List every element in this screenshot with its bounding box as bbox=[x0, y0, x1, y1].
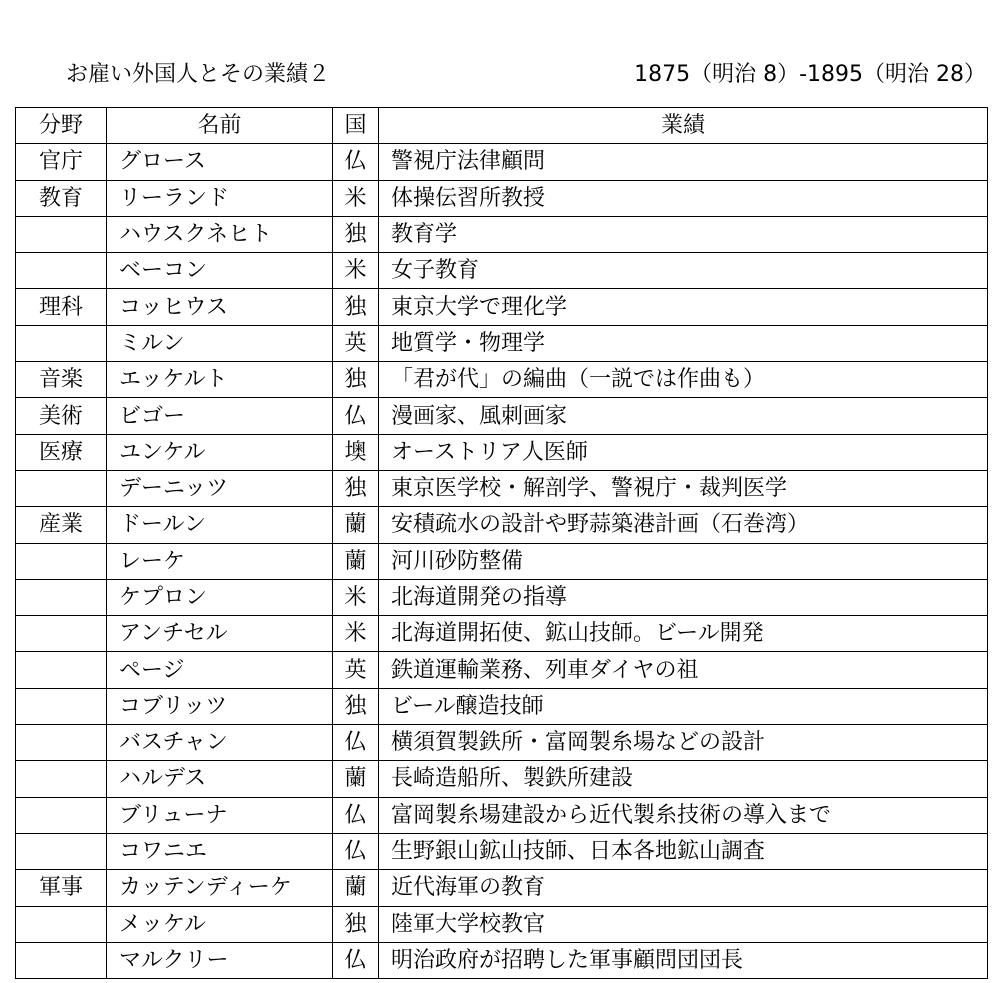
cell-achievement: オーストリア人医師 bbox=[379, 434, 988, 470]
cell-name: アンチセル bbox=[107, 616, 333, 652]
cell-country: 仏 bbox=[333, 797, 379, 833]
header-row bbox=[16, 108, 988, 144]
cell-country: 蘭 bbox=[333, 761, 379, 797]
cell-name: ハルデス bbox=[107, 761, 333, 797]
cell-field bbox=[16, 216, 107, 252]
cell-achievement: 北海道開拓使、鉱山技師。ビール開発 bbox=[379, 616, 988, 652]
cell-name: ケプロン bbox=[107, 579, 333, 615]
cell-field bbox=[16, 325, 107, 361]
cell-achievement: 安積疏水の設計や野蒜築港計画（石巻湾） bbox=[379, 507, 988, 543]
cell-country: 英 bbox=[333, 652, 379, 688]
cell-name: ドールン bbox=[107, 507, 333, 543]
cell-field bbox=[16, 470, 107, 506]
cell-country: 仏 bbox=[333, 942, 379, 978]
cell-name: マルクリー bbox=[107, 942, 333, 978]
table-row bbox=[16, 870, 988, 906]
table-row bbox=[16, 144, 988, 180]
header-country: 国 bbox=[333, 108, 379, 144]
table-row bbox=[16, 797, 988, 833]
cell-name: ハウスクネヒト bbox=[107, 216, 333, 252]
cell-country: 仏 bbox=[333, 144, 379, 180]
cell-country: 墺 bbox=[333, 434, 379, 470]
table-row bbox=[16, 180, 988, 216]
table-row bbox=[16, 942, 988, 978]
cell-achievement: 女子教育 bbox=[379, 253, 988, 289]
cell-achievement: 明治政府が招聘した軍事顧問団団長 bbox=[379, 942, 988, 978]
header-field: 分野 bbox=[16, 108, 107, 144]
cell-achievement: 横須賀製鉄所・富岡製糸場などの設計 bbox=[379, 725, 988, 761]
table-row bbox=[16, 216, 988, 252]
cell-field bbox=[16, 725, 107, 761]
cell-achievement: 地質学・物理学 bbox=[379, 325, 988, 361]
cell-achievement: 生野銀山鉱山技師、日本各地鉱山調査 bbox=[379, 833, 988, 869]
cell-name: ブリューナ bbox=[107, 797, 333, 833]
cell-country: 米 bbox=[333, 616, 379, 652]
cell-name: ミルン bbox=[107, 325, 333, 361]
cell-achievement: 富岡製糸場建設から近代製糸技術の導入まで bbox=[379, 797, 988, 833]
cell-achievement: 陸軍大学校教官 bbox=[379, 906, 988, 942]
document-title: お雇い外国人とその業績２ bbox=[66, 62, 331, 87]
table-row bbox=[16, 761, 988, 797]
cell-country: 蘭 bbox=[333, 543, 379, 579]
table-row bbox=[16, 688, 988, 724]
cell-name: エッケルト bbox=[107, 362, 333, 398]
cell-field bbox=[16, 579, 107, 615]
cell-field: 官庁 bbox=[16, 144, 107, 180]
table-row bbox=[16, 434, 988, 470]
cell-achievement: 近代海軍の教育 bbox=[379, 870, 988, 906]
table-row bbox=[16, 652, 988, 688]
cell-country: 独 bbox=[333, 216, 379, 252]
cell-achievement: 東京医学校・解剖学、警視庁・裁判医学 bbox=[379, 470, 988, 506]
cell-country: 蘭 bbox=[333, 507, 379, 543]
cell-field bbox=[16, 253, 107, 289]
cell-name: リーランド bbox=[107, 180, 333, 216]
table-row bbox=[16, 906, 988, 942]
cell-achievement: 体操伝習所教授 bbox=[379, 180, 988, 216]
cell-field bbox=[16, 761, 107, 797]
document-period: 1875（明治 8）-1895（明治 28） bbox=[634, 62, 986, 87]
cell-field bbox=[16, 543, 107, 579]
cell-name: コッヒウス bbox=[107, 289, 333, 325]
table-row bbox=[16, 325, 988, 361]
cell-field: 教育 bbox=[16, 180, 107, 216]
cell-name: コブリッツ bbox=[107, 688, 333, 724]
table-header bbox=[16, 108, 988, 144]
cell-field: 産業 bbox=[16, 507, 107, 543]
cell-country: 仏 bbox=[333, 398, 379, 434]
cell-name: レーケ bbox=[107, 543, 333, 579]
cell-achievement: 河川砂防整備 bbox=[379, 543, 988, 579]
table-row bbox=[16, 362, 988, 398]
cell-field bbox=[16, 833, 107, 869]
cell-name: メッケル bbox=[107, 906, 333, 942]
cell-field: 理科 bbox=[16, 289, 107, 325]
cell-field: 医療 bbox=[16, 434, 107, 470]
cell-name: ユンケル bbox=[107, 434, 333, 470]
cell-country: 独 bbox=[333, 289, 379, 325]
cell-country: 独 bbox=[333, 362, 379, 398]
cell-achievement: 鉄道運輸業務、列車ダイヤの祖 bbox=[379, 652, 988, 688]
cell-name: ベーコン bbox=[107, 253, 333, 289]
cell-achievement: 教育学 bbox=[379, 216, 988, 252]
table-row bbox=[16, 470, 988, 506]
foreign-advisors-table bbox=[15, 107, 988, 979]
cell-country: 仏 bbox=[333, 833, 379, 869]
table-row bbox=[16, 579, 988, 615]
table-row bbox=[16, 616, 988, 652]
cell-field bbox=[16, 906, 107, 942]
cell-achievement: ビール醸造技師 bbox=[379, 688, 988, 724]
table-row bbox=[16, 253, 988, 289]
cell-field bbox=[16, 797, 107, 833]
cell-achievement: 漫画家、風刺画家 bbox=[379, 398, 988, 434]
cell-field: 音楽 bbox=[16, 362, 107, 398]
cell-achievement: 警視庁法律顧問 bbox=[379, 144, 988, 180]
cell-country: 米 bbox=[333, 253, 379, 289]
table-body bbox=[16, 144, 988, 979]
cell-country: 英 bbox=[333, 325, 379, 361]
table-row bbox=[16, 507, 988, 543]
cell-name: バスチャン bbox=[107, 725, 333, 761]
cell-field bbox=[16, 652, 107, 688]
cell-field bbox=[16, 942, 107, 978]
table-row bbox=[16, 725, 988, 761]
cell-country: 独 bbox=[333, 470, 379, 506]
cell-name: グロース bbox=[107, 144, 333, 180]
cell-field: 美術 bbox=[16, 398, 107, 434]
cell-name: デーニッツ bbox=[107, 470, 333, 506]
header-name: 名前 bbox=[107, 108, 333, 144]
cell-name: コワニエ bbox=[107, 833, 333, 869]
cell-name: カッテンディーケ bbox=[107, 870, 333, 906]
cell-achievement: 北海道開発の指導 bbox=[379, 579, 988, 615]
cell-field: 軍事 bbox=[16, 870, 107, 906]
cell-country: 米 bbox=[333, 180, 379, 216]
table-row bbox=[16, 289, 988, 325]
cell-country: 蘭 bbox=[333, 870, 379, 906]
table-row bbox=[16, 833, 988, 869]
cell-name: ビゴー bbox=[107, 398, 333, 434]
cell-country: 仏 bbox=[333, 725, 379, 761]
header-achievement: 業績 bbox=[379, 108, 988, 144]
cell-field bbox=[16, 688, 107, 724]
cell-country: 米 bbox=[333, 579, 379, 615]
cell-name: ページ bbox=[107, 652, 333, 688]
table-row bbox=[16, 398, 988, 434]
table-row bbox=[16, 543, 988, 579]
cell-achievement: 長崎造船所、製鉄所建設 bbox=[379, 761, 988, 797]
cell-achievement: 「君が代」の編曲（一説では作曲も） bbox=[379, 362, 988, 398]
cell-country: 独 bbox=[333, 688, 379, 724]
cell-field bbox=[16, 616, 107, 652]
cell-achievement: 東京大学で理化学 bbox=[379, 289, 988, 325]
cell-country: 独 bbox=[333, 906, 379, 942]
